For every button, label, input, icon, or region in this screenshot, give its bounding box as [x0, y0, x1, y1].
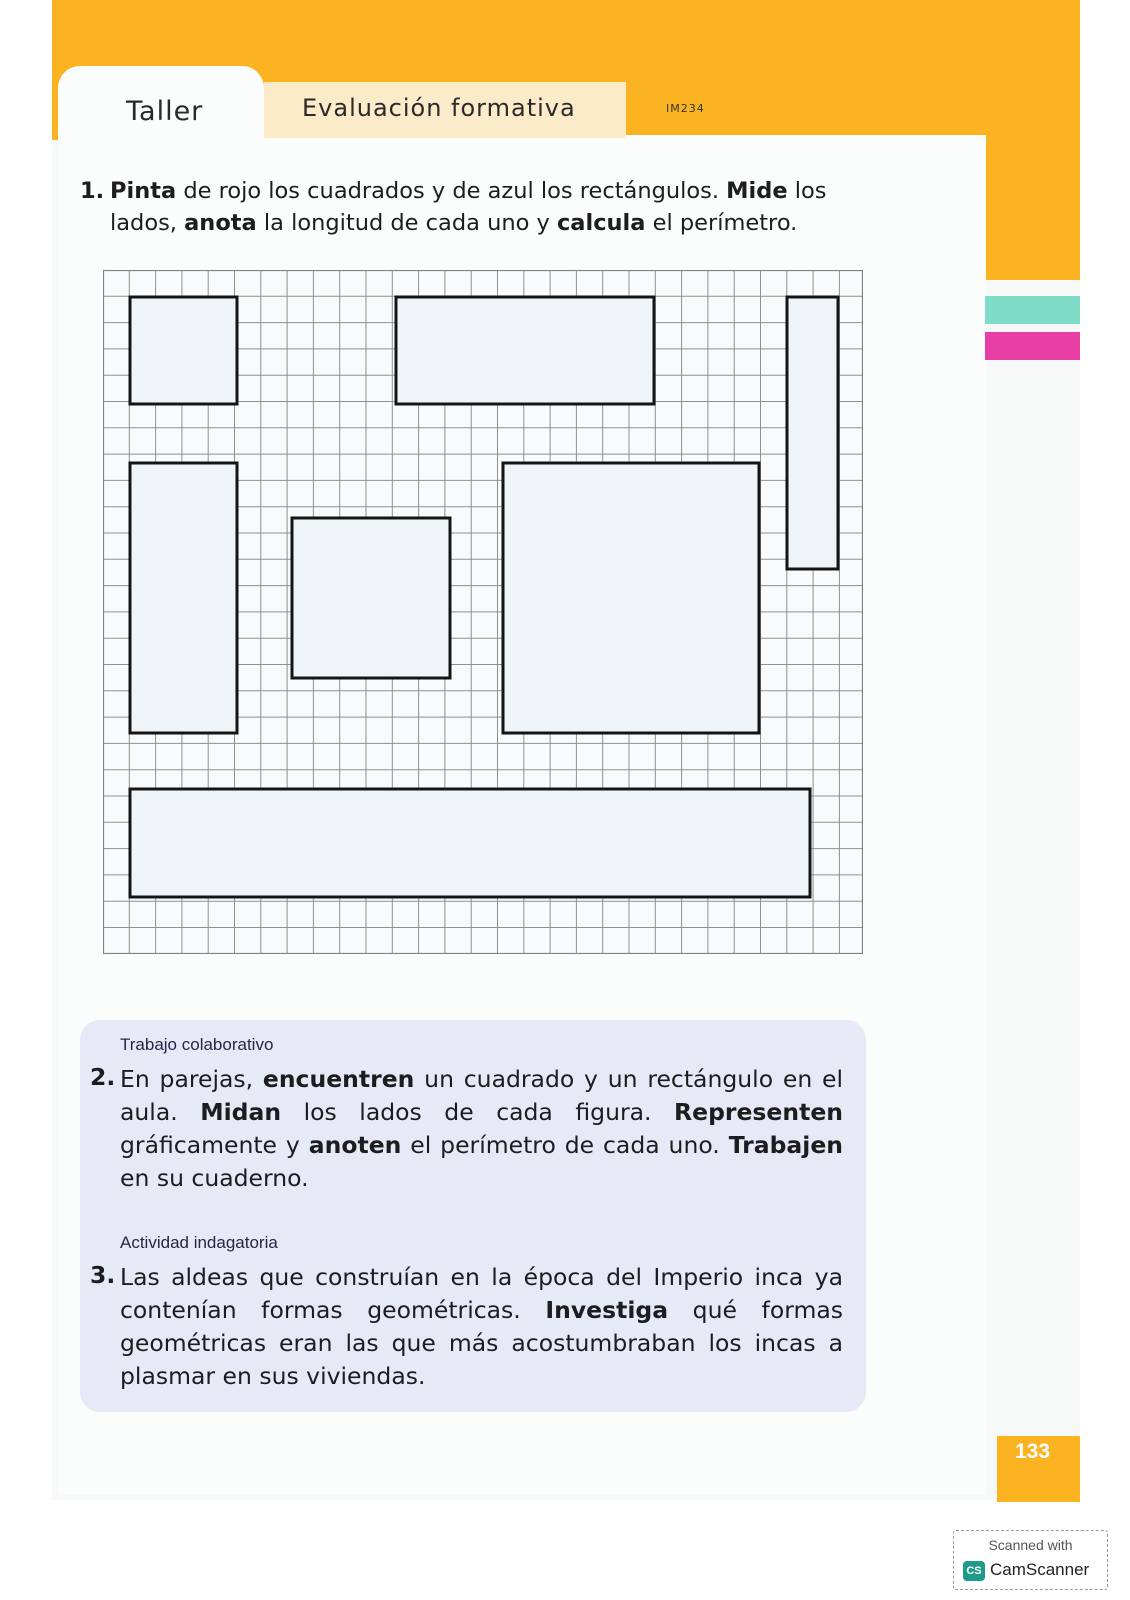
page-number-box [997, 1436, 1080, 1502]
q2-verb: Representen [674, 1098, 843, 1126]
grid-svg [103, 270, 863, 954]
camscanner-brand: CamScanner [990, 1560, 1090, 1579]
q1-verb-anota: anota [184, 210, 257, 236]
scanner-watermark [953, 1530, 1108, 1590]
q3-text: qué formas geométricas eran las que más acostumbraban los incas a plasmar en sus viviendas. [120, 1296, 843, 1390]
shape-rectangle-tall-left[interactable] [130, 463, 237, 733]
q2-verb: Trabajen [728, 1131, 843, 1159]
q2-text: los lados de cada figura. [281, 1098, 675, 1126]
tab-evaluacion [264, 82, 626, 138]
q1-text: de rojo los cuadrados y de azul los rectángulos. [176, 178, 727, 204]
q2-verb: anoten [308, 1131, 402, 1159]
q1-verb-mide: Mide [726, 178, 788, 204]
grid-worksheet [103, 270, 863, 954]
q1-text: los [787, 178, 827, 204]
q2-text: En parejas, [120, 1065, 263, 1093]
q1-verb-pinta: Pinta [110, 178, 177, 204]
q3-text: Las aldeas que construían en la época del Imperio inca ya contenían formas geométricas. [120, 1263, 843, 1324]
question-3-number: 3. [90, 1261, 116, 1289]
q2-text: en su cuaderno. [120, 1164, 309, 1192]
question-1-number: 1. [80, 178, 105, 204]
shape-rectangle-tall-right[interactable] [787, 297, 838, 569]
shape-square-small[interactable] [130, 297, 237, 404]
question-1-line-1 [110, 175, 827, 208]
q2-verb: encuentren [262, 1065, 415, 1093]
q1-verb-calcula: calcula [556, 210, 646, 236]
tab-evaluacion-label: Evaluación formativa [302, 94, 576, 122]
camscanner-logo-icon: CS [963, 1561, 985, 1581]
question-2-text [120, 1063, 843, 1195]
q3-verb: Investiga [545, 1296, 669, 1324]
teal-side-tab [985, 296, 1080, 324]
question-3-text [120, 1261, 843, 1393]
scanned-with-label: Scanned with [988, 1537, 1073, 1553]
tab-taller [58, 66, 264, 142]
q2-text: un cuadrado y un rectángulo en el aula. [120, 1065, 843, 1126]
section-label-trabajo: Trabajo colaborativo [120, 1035, 274, 1054]
shape-rectangle-wide[interactable] [130, 789, 810, 897]
q1-text: el perímetro. [645, 210, 798, 236]
shape-square-middle[interactable] [292, 518, 450, 678]
question-2-number: 2. [90, 1063, 116, 1091]
page-number: 133 [1015, 1440, 1051, 1463]
shape-square-large[interactable] [503, 463, 759, 733]
q2-text: gráficamente y [120, 1131, 309, 1159]
curriculum-code: IM234 [666, 102, 705, 115]
q1-text: la longitud de cada uno y [256, 210, 557, 236]
q2-verb: Midan [200, 1098, 282, 1126]
side-band [985, 100, 1080, 280]
q1-text: lados, [110, 210, 185, 236]
tab-taller-label: Taller [126, 96, 204, 127]
shape-rectangle-top[interactable] [396, 297, 654, 404]
question-1-line-2 [110, 207, 797, 240]
q2-text: el perímetro de cada uno. [401, 1131, 729, 1159]
section-label-actividad: Actividad indagatoria [120, 1233, 278, 1252]
pink-side-tab [985, 332, 1080, 360]
